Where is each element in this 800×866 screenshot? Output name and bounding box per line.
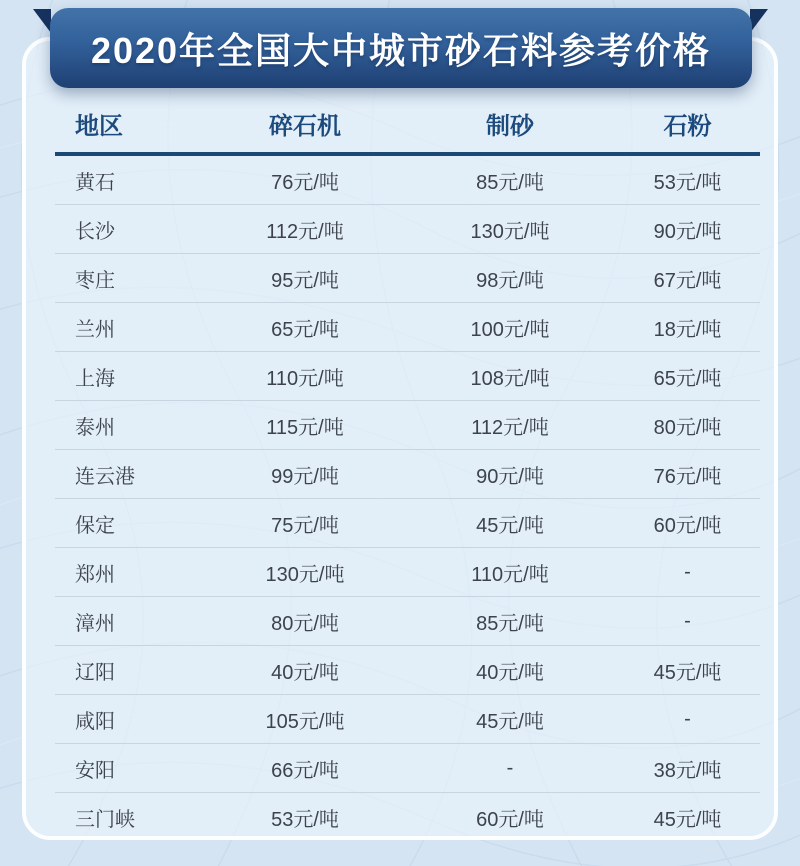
price-cell: 110元/吨 — [266, 367, 344, 390]
price-cell: - — [684, 609, 691, 632]
table-row — [55, 645, 760, 694]
title-banner — [50, 8, 752, 88]
price-cell: 67元/吨 — [653, 269, 722, 292]
price-cell: 60元/吨 — [476, 808, 544, 831]
table-row — [55, 351, 760, 400]
region-cell: 泰州 — [75, 416, 115, 439]
table-row — [55, 498, 760, 547]
table-row — [55, 253, 760, 302]
region-cell: 连云港 — [75, 465, 135, 488]
price-cell: 130元/吨 — [470, 220, 550, 243]
region-cell: 辽阳 — [75, 661, 115, 684]
price-cell: 53元/吨 — [653, 171, 722, 194]
price-cell: - — [684, 560, 691, 583]
table-row — [55, 743, 760, 792]
table-row — [55, 302, 760, 351]
price-cell: 76元/吨 — [271, 171, 339, 194]
column-header-region: 地区 — [75, 113, 123, 140]
table-row — [55, 449, 760, 498]
price-cell: 85元/吨 — [476, 612, 544, 635]
price-cell: 105元/吨 — [265, 710, 345, 733]
price-cell: 112元/吨 — [471, 416, 549, 439]
price-cell: 100元/吨 — [470, 318, 550, 341]
region-cell: 枣庄 — [75, 269, 115, 292]
table-row — [55, 204, 760, 253]
price-cell: 40元/吨 — [271, 661, 339, 684]
price-cell: 45元/吨 — [653, 808, 722, 831]
price-cell: 45元/吨 — [476, 514, 544, 537]
price-cell: - — [506, 756, 514, 779]
price-cell: 90元/吨 — [476, 465, 544, 488]
price-cell: 80元/吨 — [271, 612, 339, 635]
price-cell: - — [684, 707, 691, 730]
price-cell: 110元/吨 — [471, 563, 549, 586]
region-cell: 郑州 — [75, 563, 115, 586]
region-cell: 兰州 — [75, 318, 115, 341]
region-cell: 三门峡 — [75, 808, 135, 831]
price-cell: 85元/吨 — [476, 171, 544, 194]
region-cell: 漳州 — [75, 612, 115, 635]
region-cell: 黄石 — [75, 171, 115, 194]
price-cell: 65元/吨 — [271, 318, 339, 341]
price-cell: 66元/吨 — [271, 759, 339, 782]
region-cell: 长沙 — [75, 220, 115, 243]
price-card — [22, 37, 778, 840]
price-cell: 80元/吨 — [653, 416, 722, 439]
price-cell: 75元/吨 — [271, 514, 339, 537]
price-cell: 45元/吨 — [653, 661, 722, 684]
region-cell: 安阳 — [75, 759, 115, 782]
column-header-crusher: 碎石机 — [269, 113, 341, 140]
price-table — [55, 113, 760, 841]
price-cell: 60元/吨 — [653, 514, 722, 537]
region-cell: 咸阳 — [75, 710, 115, 733]
price-cell: 38元/吨 — [653, 759, 722, 782]
table-header-row — [55, 113, 760, 156]
price-cell: 40元/吨 — [476, 661, 544, 684]
price-cell: 65元/吨 — [653, 367, 722, 390]
page-title: 2020年全国大中城市砂石料参考价格 — [90, 29, 712, 71]
region-cell: 保定 — [75, 514, 115, 537]
table-row — [55, 792, 760, 841]
price-cell: 112元/吨 — [266, 220, 344, 243]
column-header-sand-making: 制砂 — [486, 113, 534, 140]
price-cell: 45元/吨 — [476, 710, 544, 733]
table-row — [55, 156, 760, 204]
table-row — [55, 400, 760, 449]
price-cell: 98元/吨 — [476, 269, 544, 292]
price-cell: 130元/吨 — [265, 563, 345, 586]
price-cell: 90元/吨 — [653, 220, 722, 243]
price-cell: 115元/吨 — [266, 416, 344, 439]
price-cell: 99元/吨 — [271, 465, 339, 488]
price-cell: 76元/吨 — [653, 465, 722, 488]
table-body — [55, 156, 760, 841]
price-cell: 108元/吨 — [470, 367, 550, 390]
table-row — [55, 694, 760, 743]
price-cell: 53元/吨 — [271, 808, 339, 831]
table-row — [55, 596, 760, 645]
column-header-stone-powder: 石粉 — [663, 113, 712, 140]
price-cell: 95元/吨 — [271, 269, 339, 292]
region-cell: 上海 — [75, 367, 115, 390]
price-cell: 18元/吨 — [653, 318, 722, 341]
table-row — [55, 547, 760, 596]
